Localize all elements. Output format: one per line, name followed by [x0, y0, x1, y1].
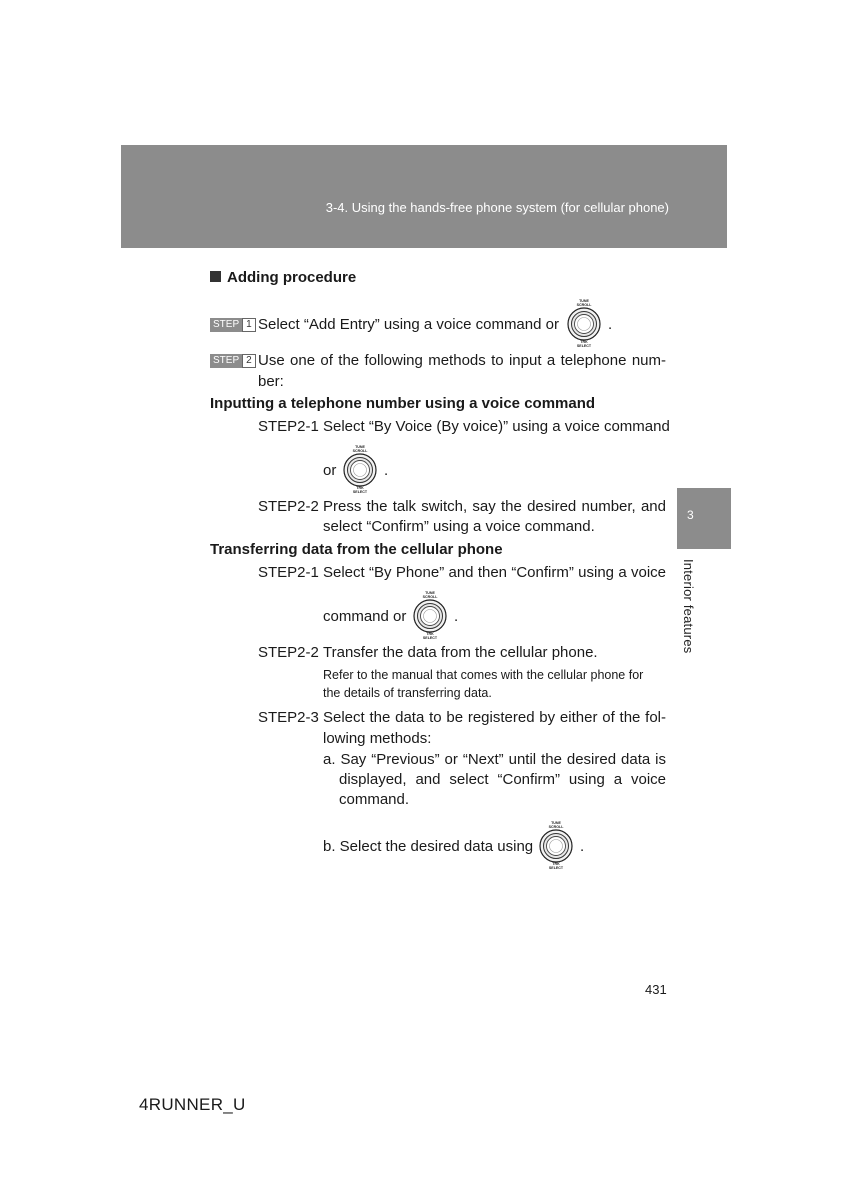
tune-scroll-knob-icon	[408, 590, 452, 640]
tune-scroll-knob-icon	[562, 298, 606, 348]
tune-scroll-knob-icon	[534, 820, 578, 870]
tune-scroll-knob-icon	[338, 444, 382, 494]
phone-step21-text: Select “By Phone” and then “Confirm” using a voice	[323, 564, 666, 581]
method-b-period: .	[580, 838, 585, 855]
page-number: 431	[645, 982, 667, 997]
chapter-tab	[677, 488, 731, 549]
phone-step22-note1: Refer to the manual that comes with the cellular phone for	[323, 668, 644, 682]
step1-badge: STEP 1	[210, 318, 256, 332]
voice-step22-line2: select “Confirm” using a voice command.	[323, 518, 595, 535]
voice-step22-label: STEP2-2	[258, 498, 319, 515]
svg-text:TUNE: TUNE	[551, 821, 561, 825]
chapter-number: 3	[687, 508, 694, 522]
section-title: 3-4. Using the hands-free phone system (for cellular phone)	[325, 200, 669, 215]
svg-text:SELECT: SELECT	[422, 636, 438, 640]
step2-badge: STEP 2	[210, 354, 256, 368]
svg-text:TRK: TRK	[552, 862, 560, 866]
step1-period: .	[608, 316, 613, 333]
chapter-label: Interior features	[681, 559, 696, 654]
phone-step22-note2: the details of transferring data.	[323, 686, 492, 700]
svg-text:SCROLL: SCROLL	[576, 303, 592, 307]
footer-model-code: 4RUNNER_U	[139, 1095, 246, 1114]
step2-line2: ber:	[258, 373, 284, 390]
svg-text:SELECT: SELECT	[576, 344, 592, 348]
svg-text:TRK: TRK	[580, 340, 588, 344]
voice-step21-or: or	[323, 462, 337, 479]
phone-step23-line1: Select the data to be registered by either of the fol-	[323, 709, 666, 726]
phone-step23-label: STEP2-3	[258, 709, 319, 726]
phone-step23-line2: lowing methods:	[323, 730, 432, 747]
svg-text:TUNE: TUNE	[425, 591, 435, 595]
svg-text:TUNE: TUNE	[355, 445, 365, 449]
svg-text:SELECT: SELECT	[548, 866, 564, 870]
step1-text: Select “Add Entry” using a voice command or	[258, 316, 559, 333]
method-b-text: b. Select the desired data using	[323, 838, 534, 855]
phone-method-heading: Transferring data from the cellular phone	[210, 541, 503, 558]
chapter-header	[121, 145, 727, 248]
method-a-line3: command.	[339, 791, 410, 808]
phone-step21-period: .	[454, 608, 459, 625]
svg-text:TRK: TRK	[426, 632, 434, 636]
svg-text:SCROLL: SCROLL	[548, 825, 564, 829]
method-a-line1: a. Say “Previous” or “Next” until the desired data is	[323, 751, 666, 768]
voice-step22-line1: Press the talk switch, say the desired number, and	[323, 498, 666, 515]
phone-step22-label: STEP2-2	[258, 644, 319, 661]
phone-step21-cont: command or	[323, 608, 407, 625]
voice-step21-text: Select “By Voice (By voice)” using a voice command	[323, 418, 670, 435]
adding-procedure-heading: Adding procedure	[210, 268, 356, 288]
step2-line1: Use one of the following methods to input a telephone num-	[258, 352, 666, 369]
svg-text:TUNE: TUNE	[579, 299, 589, 303]
phone-step22-text: Transfer the data from the cellular phone.	[323, 644, 598, 661]
method-a-line2: displayed, and select “Confirm” using a voice	[339, 771, 666, 788]
svg-text:TRK: TRK	[356, 486, 364, 490]
phone-step21-label: STEP2-1	[258, 564, 319, 581]
voice-method-heading: Inputting a telephone number using a voice command	[210, 395, 596, 412]
voice-step21-period: .	[384, 462, 389, 479]
svg-text:SCROLL: SCROLL	[352, 449, 368, 453]
svg-text:SCROLL: SCROLL	[422, 595, 438, 599]
square-bullet-icon	[210, 271, 221, 282]
svg-text:SELECT: SELECT	[352, 490, 368, 494]
voice-step21-label: STEP2-1	[258, 418, 319, 435]
